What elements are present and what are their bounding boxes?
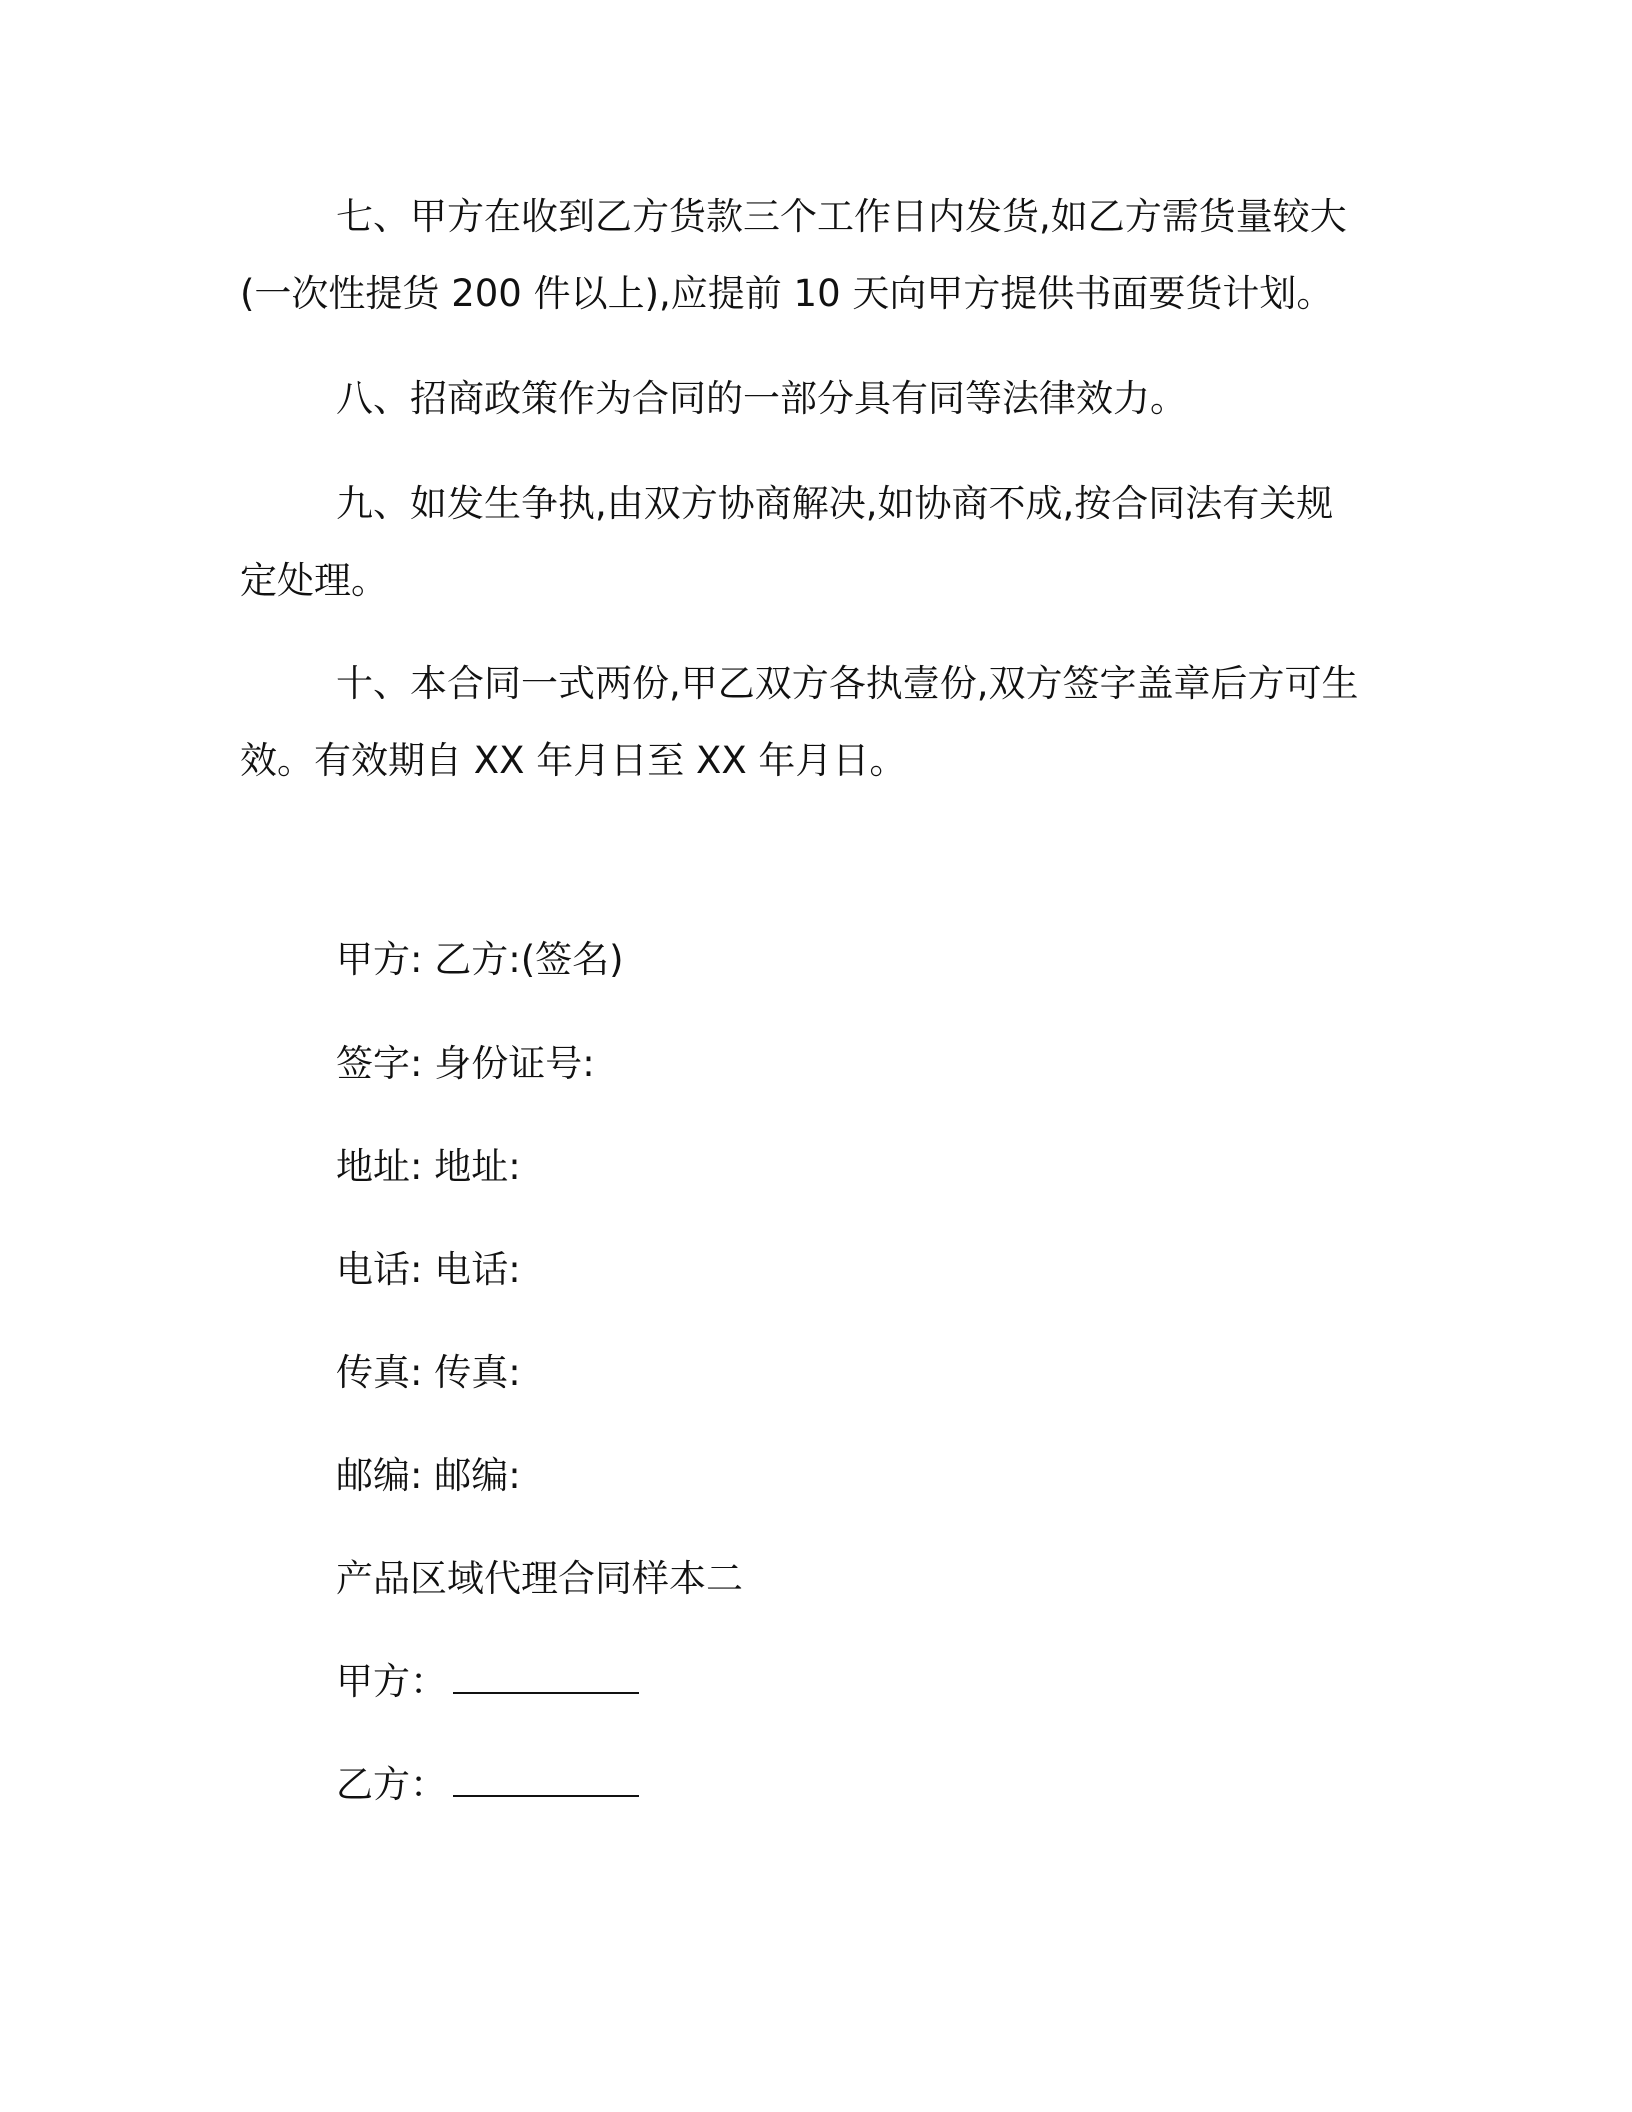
signature-parties-line: 甲方: 乙方:(签名) — [336, 938, 624, 981]
signature-sign-id-line: 签字: 身份证号: — [336, 1042, 595, 1085]
clause-9: 九、如发生争执,由双方协商解决,如协商不成,按合同法有关规定处理。 — [240, 482, 1334, 602]
party-b-blank — [453, 1763, 639, 1797]
signature-phone-line: 电话: 电话: — [336, 1248, 521, 1291]
sample2-title: 产品区域代理合同样本二 — [336, 1557, 743, 1600]
signature-postcode-line: 邮编: 邮编: — [336, 1454, 521, 1497]
signature-address-line: 地址: 地址: — [336, 1145, 521, 1188]
clause-7: 七、甲方在收到乙方货款三个工作日内发货,如乙方需货量较大(一次性提货 200 件以上),应提前 10 天向甲方提供书面要货计划。 — [240, 195, 1347, 315]
party-a-label: 甲方： — [336, 1660, 447, 1703]
clause-10: 十、本合同一式两份,甲乙双方各执壹份,双方签字盖章后方可生效。有效期自 XX 年月日至 XX 年月日。 — [240, 662, 1359, 782]
sample2-party-b-line — [336, 1760, 639, 1810]
signature-fax-line: 传真: 传真: — [336, 1351, 521, 1394]
clause-8: 八、招商政策作为合同的一部分具有同等法律效力。 — [336, 377, 1187, 420]
sample2-party-a-line — [336, 1657, 639, 1707]
party-a-blank — [453, 1660, 639, 1694]
party-b-label: 乙方： — [336, 1763, 447, 1806]
